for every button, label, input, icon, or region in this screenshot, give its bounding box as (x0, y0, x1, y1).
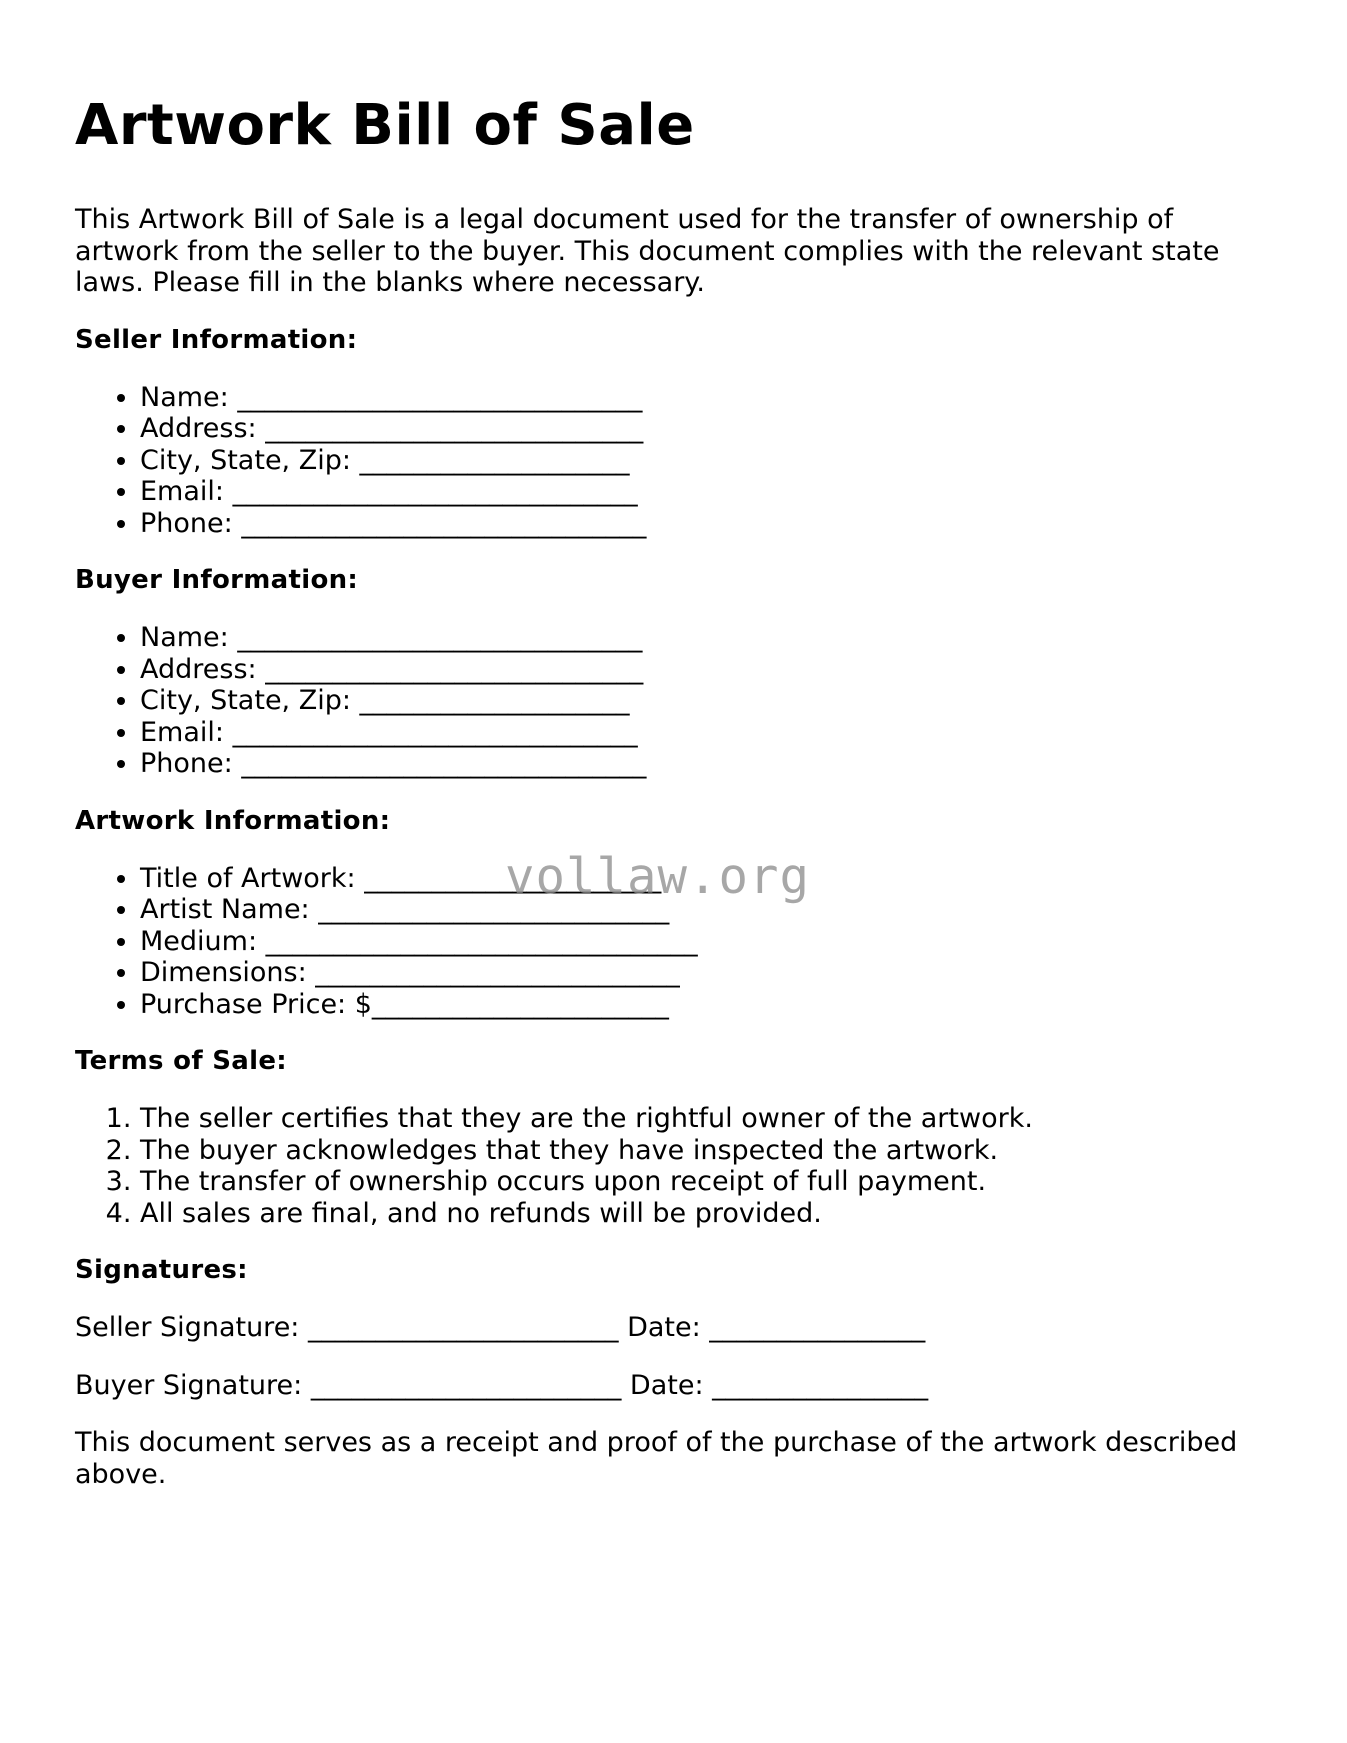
seller-heading: Seller Information: (75, 324, 358, 355)
medium-field: • Medium: ________________________________ (140, 926, 1275, 958)
watermark: vollaw.org (505, 848, 811, 905)
purchase-price-field: • Purchase Price: $______________________ (140, 989, 1275, 1021)
buyer-signature-line: Buyer Signature: _______________________ Date: ________________ (75, 1369, 929, 1401)
seller-city-state-zip-field: • City, State, Zip: ____________________ (140, 445, 1275, 477)
buyer-email-field: • Email: ______________________________ (140, 717, 1275, 749)
buyer-heading: Buyer Information: (75, 565, 359, 595)
seller-signature-line: Seller Signature: _______________________ Date: ________________ (75, 1312, 926, 1343)
document-page (75, 0, 1275, 1490)
seller-phone-field: • Phone: ______________________________ (140, 508, 1275, 540)
dimensions-field: • Dimensions: ___________________________ (140, 957, 1275, 989)
term-item: 4. All sales are final, and no refunds will be provided. (140, 1198, 1275, 1230)
signatures-heading: Signatures: (75, 1255, 248, 1285)
document-title: Artwork Bill of Sale (75, 93, 695, 158)
artist-name-field: • Artist Name: __________________________ (140, 894, 1275, 926)
term-item: 3. The transfer of ownership occurs upon receipt of full payment. (140, 1166, 1275, 1198)
closing-paragraph: This document serves as a receipt and proof of the purchase of the artwork described above. (75, 1427, 1238, 1490)
seller-name-field: • Name: ______________________________ (140, 382, 1275, 414)
terms-list (75, 1103, 1275, 1229)
artwork-heading: Artwork Information: (75, 805, 391, 836)
terms-heading: Terms of Sale: (75, 1046, 287, 1076)
term-item: 2. The buyer acknowledges that they have inspected the artwork. (140, 1135, 1275, 1167)
seller-address-field: • Address: ____________________________ (140, 413, 1275, 445)
buyer-phone-field: • Phone: ______________________________ (140, 748, 1275, 780)
buyer-city-state-zip-field: • City, State, Zip: ____________________ (140, 685, 1275, 717)
seller-list (75, 382, 1275, 540)
artwork-title-field: • Title of Artwork: ______________________ (140, 863, 1275, 895)
seller-email-field: • Email: ______________________________ (140, 476, 1275, 508)
intro-paragraph: This Artwork Bill of Sale is a legal document used for the transfer of ownership of artwork from the seller to the buyer. This document complies with the relevant state laws. Please fill in the blanks where necessary. (75, 204, 1220, 298)
buyer-name-field: • Name: ______________________________ (140, 622, 1275, 654)
buyer-address-field: • Address: ____________________________ (140, 654, 1275, 686)
term-item: 1. The seller certifies that they are the rightful owner of the artwork. (140, 1103, 1275, 1135)
buyer-list (75, 622, 1275, 780)
